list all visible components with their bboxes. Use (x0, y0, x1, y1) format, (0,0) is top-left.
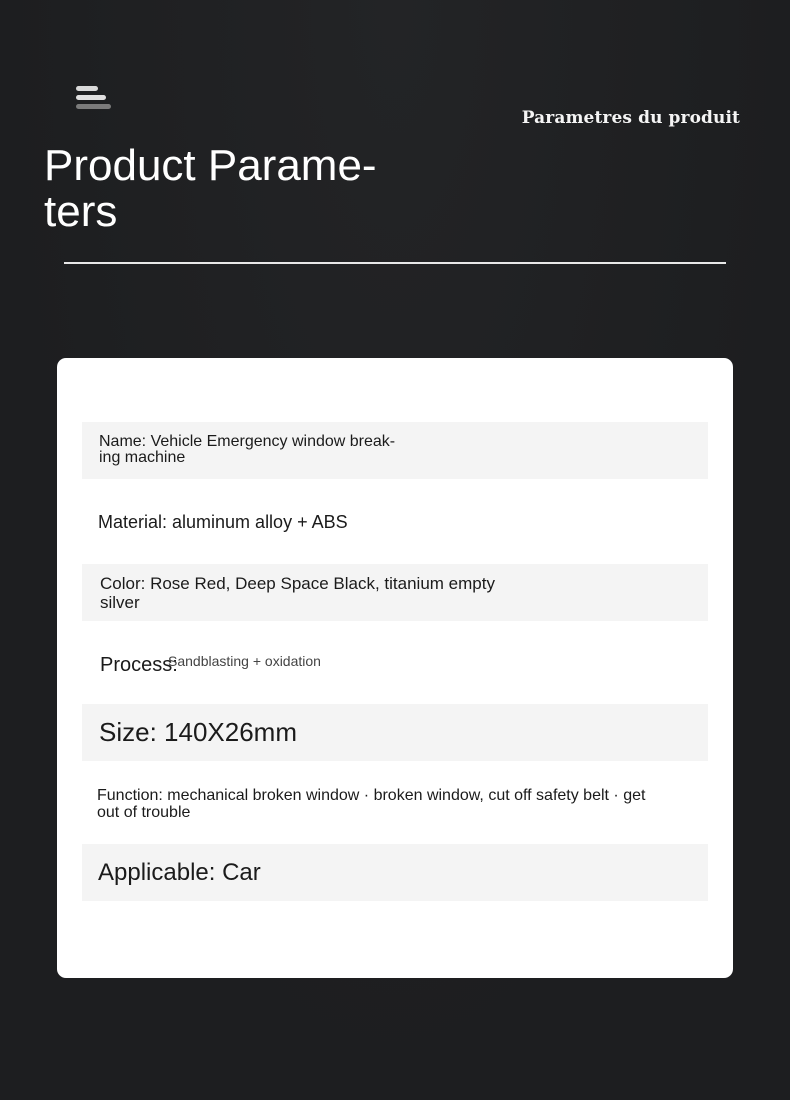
menu-bar-bottom (76, 104, 111, 109)
page-subtitle: Parametres du produit (521, 108, 740, 128)
param-process-label: Process: (100, 654, 178, 676)
param-row-name (82, 422, 708, 479)
page-title: Product Parame- ters (44, 141, 377, 236)
param-row-applicable (82, 844, 708, 901)
param-row-color (82, 564, 708, 621)
menu-bar-top (76, 86, 98, 91)
param-name: Name: Vehicle Emergency window break- ing machine (99, 433, 396, 466)
param-row-material (82, 493, 708, 550)
param-applicable: Applicable: Car (98, 859, 261, 886)
param-process-value: Sandblasting + oxidation (168, 653, 321, 669)
divider (64, 262, 726, 264)
param-row-process (82, 636, 708, 693)
param-color: Color: Rose Red, Deep Space Black, titanium empty silver (100, 574, 495, 612)
menu-icon[interactable] (76, 86, 112, 110)
param-material: Material: aluminum alloy + ABS (98, 512, 348, 532)
param-function: Function: mechanical broken window · broken window, cut off safety belt · get out of trouble (97, 787, 646, 821)
param-row-size (82, 704, 708, 761)
parameters-card (57, 358, 733, 978)
param-size: Size: 140X26mm (99, 717, 297, 747)
menu-bar-middle (76, 95, 106, 100)
param-row-function (82, 776, 708, 833)
